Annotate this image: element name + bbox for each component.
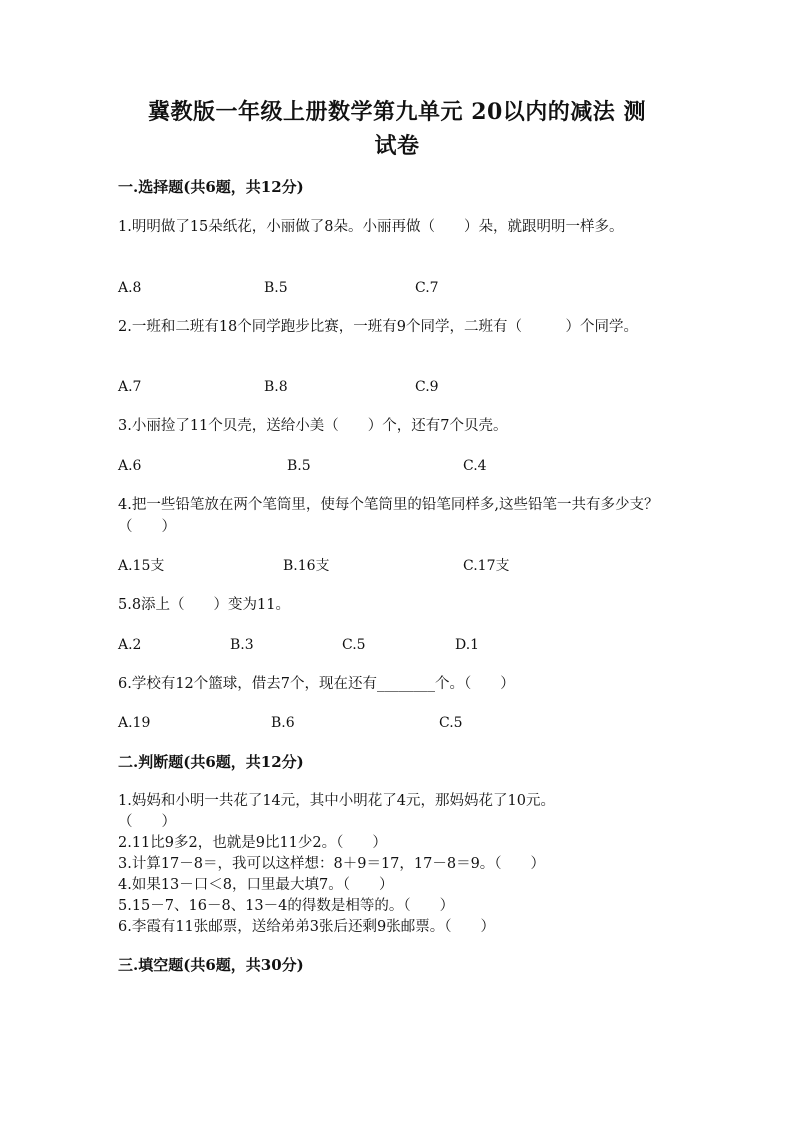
option-c: C.4 [463, 458, 487, 474]
option-b: B.16支 [283, 558, 330, 574]
question-3: 3.小丽捡了11个贝壳，送给小美（ ）个，还有7个贝壳。 [118, 418, 508, 434]
option-a: A.15支 [118, 558, 165, 574]
options-q6 [118, 712, 678, 734]
judge-line: 2.11比9多2，也就是9比11少2。（ ） [118, 835, 387, 851]
option-c: C.5 [439, 715, 463, 731]
option-a: A.6 [118, 458, 142, 474]
question-4: 4.把一些铅笔放在两个笔筒里，使每个笔筒里的铅笔同样多,这些铅笔一共有多少支？（ ） [118, 497, 659, 535]
option-b: B.3 [230, 637, 254, 653]
judge-questions [118, 791, 678, 938]
option-c: C.7 [415, 280, 439, 296]
option-a: A.8 [118, 280, 142, 296]
option-c: C.5 [342, 637, 366, 653]
question-5: 5.8添上（ ）变为11。 [118, 597, 291, 613]
option-c: C.17支 [463, 558, 510, 574]
page-title [100, 95, 694, 163]
option-a: A.2 [118, 637, 142, 653]
options-q3 [118, 455, 678, 477]
options-q2 [118, 376, 678, 398]
section-heading-fill: 三.填空题(共6题，共30分) [118, 956, 304, 974]
options-q1 [118, 277, 678, 299]
judge-line: 1.妈妈和小明一共花了14元，其中小明花了4元，那妈妈花了10元。 [118, 793, 555, 809]
option-d: D.1 [455, 637, 480, 653]
option-b: B.5 [287, 458, 311, 474]
question-6: 6.学校有12个篮球，借去7个，现在还有________个。（ ） [118, 676, 515, 692]
options-q4 [118, 555, 678, 577]
title-line-2: 试卷 [374, 133, 420, 159]
option-a: A.7 [118, 379, 142, 395]
section-heading-choice: 一.选择题(共6题，共12分) [118, 178, 304, 196]
judge-line: 3.计算17－8＝，我可以这样想：8＋9＝17，17－8＝9。（ ） [118, 856, 546, 872]
option-b: B.5 [264, 280, 288, 296]
judge-line: 5.15－7、16－8、13－4的得数是相等的。（ ） [118, 898, 455, 914]
option-b: B.6 [271, 715, 295, 731]
title-line-1: 冀教版一年级上册数学第九单元 20以内的减法 测 [148, 99, 646, 125]
question-1: 1.明明做了15朵纸花，小丽做了8朵。小丽再做（ ）朵，就跟明明一样多。 [118, 219, 624, 235]
question-2: 2.一班和二班有18个同学跑步比赛，一班有9个同学，二班有（ ）个同学。 [118, 319, 639, 335]
judge-line: （ ） [118, 814, 176, 830]
options-q5 [118, 634, 678, 656]
option-a: A.19 [118, 715, 151, 731]
judge-line: 4.如果13－口＜8，口里最大填7。（ ） [118, 877, 394, 893]
section-heading-judge: 二.判断题(共6题，共12分) [118, 753, 304, 771]
judge-line: 6.李霞有11张邮票，送给弟弟3张后还剩9张邮票。（ ） [118, 919, 495, 935]
option-c: C.9 [415, 379, 439, 395]
option-b: B.8 [264, 379, 288, 395]
